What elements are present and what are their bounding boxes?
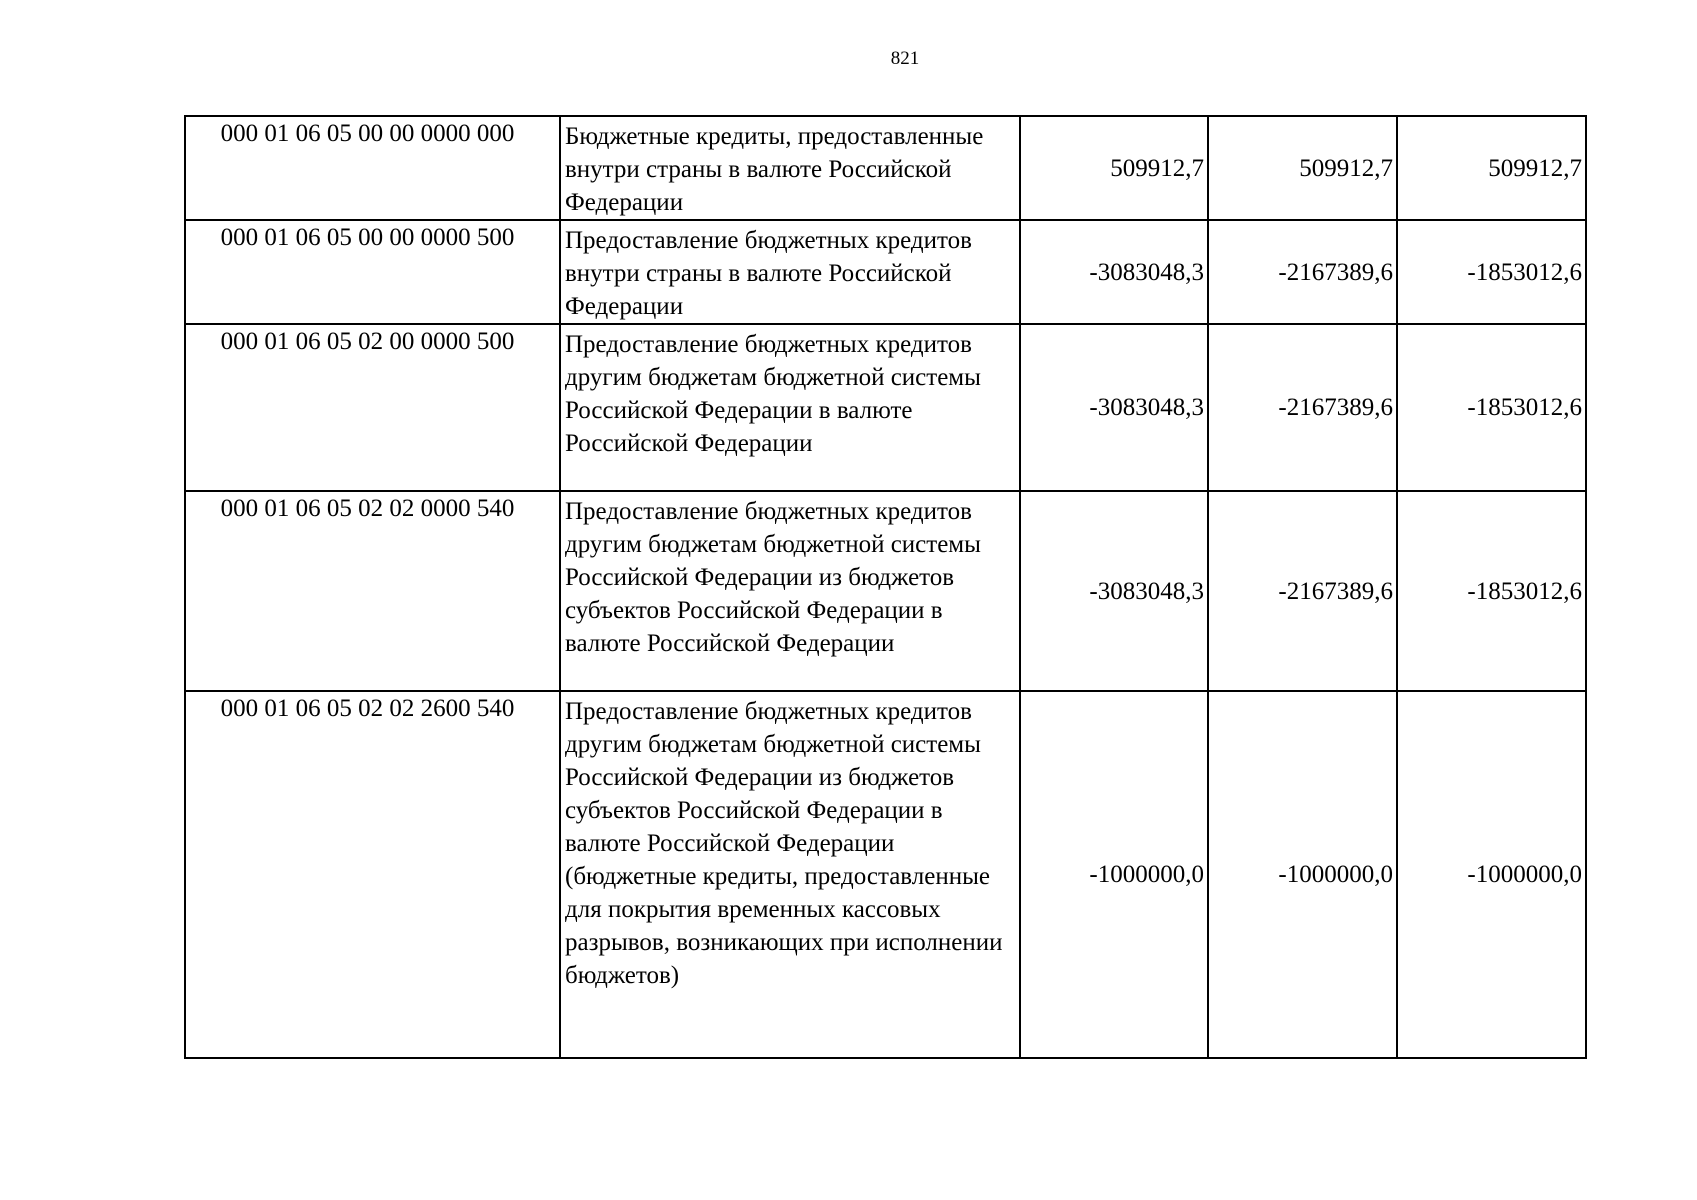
budget-table (184, 115, 1587, 1059)
amount-cell-year-2: 509912,7 (1208, 116, 1397, 220)
amount-cell-year-2: -2167389,6 (1208, 220, 1397, 324)
amount-cell-year-3: -1000000,0 (1397, 691, 1586, 1058)
budget-code-cell: 000 01 06 05 00 00 0000 500 (185, 220, 560, 324)
amount-cell-year-2: -1000000,0 (1208, 691, 1397, 1058)
amount-cell-year-1: 509912,7 (1020, 116, 1208, 220)
budget-code-cell: 000 01 06 05 02 00 0000 500 (185, 324, 560, 491)
description-cell: Предоставление бюджетных кредитов другим бюджетам бюджетной системы Российской Федерации из бюджетов субъектов Российской Федерации в валюте Российской Федерации (бюджетные кредиты, предоставленные для покрытия временных кассовых разрывов, возникающих при исполнении бюджетов) (560, 691, 1020, 1058)
table-row (185, 491, 1586, 691)
amount-cell-year-1: -3083048,3 (1020, 491, 1208, 691)
budget-code-cell: 000 01 06 05 02 02 0000 540 (185, 491, 560, 691)
amount-cell-year-1: -1000000,0 (1020, 691, 1208, 1058)
amount-cell-year-1: -3083048,3 (1020, 220, 1208, 324)
amount-cell-year-2: -2167389,6 (1208, 324, 1397, 491)
budget-code-cell: 000 01 06 05 02 02 2600 540 (185, 691, 560, 1058)
table-row (185, 691, 1586, 1058)
amount-cell-year-3: -1853012,6 (1397, 324, 1586, 491)
description-cell: Бюджетные кредиты, предоставленные внутри страны в валюте Российской Федерации (560, 116, 1020, 220)
description-cell: Предоставление бюджетных кредитов внутри страны в валюте Российской Федерации (560, 220, 1020, 324)
amount-cell-year-1: -3083048,3 (1020, 324, 1208, 491)
amount-cell-year-3: 509912,7 (1397, 116, 1586, 220)
description-cell: Предоставление бюджетных кредитов другим бюджетам бюджетной системы Российской Федерации в валюте Российской Федерации (560, 324, 1020, 491)
budget-code-cell: 000 01 06 05 00 00 0000 000 (185, 116, 560, 220)
table-row (185, 116, 1586, 220)
table-row (185, 220, 1586, 324)
description-cell: Предоставление бюджетных кредитов другим бюджетам бюджетной системы Российской Федерации из бюджетов субъектов Российской Федерации в валюте Российской Федерации (560, 491, 1020, 691)
amount-cell-year-3: -1853012,6 (1397, 220, 1586, 324)
table-row (185, 324, 1586, 491)
amount-cell-year-2: -2167389,6 (1208, 491, 1397, 691)
page-number: 821 (890, 48, 920, 69)
amount-cell-year-3: -1853012,6 (1397, 491, 1586, 691)
